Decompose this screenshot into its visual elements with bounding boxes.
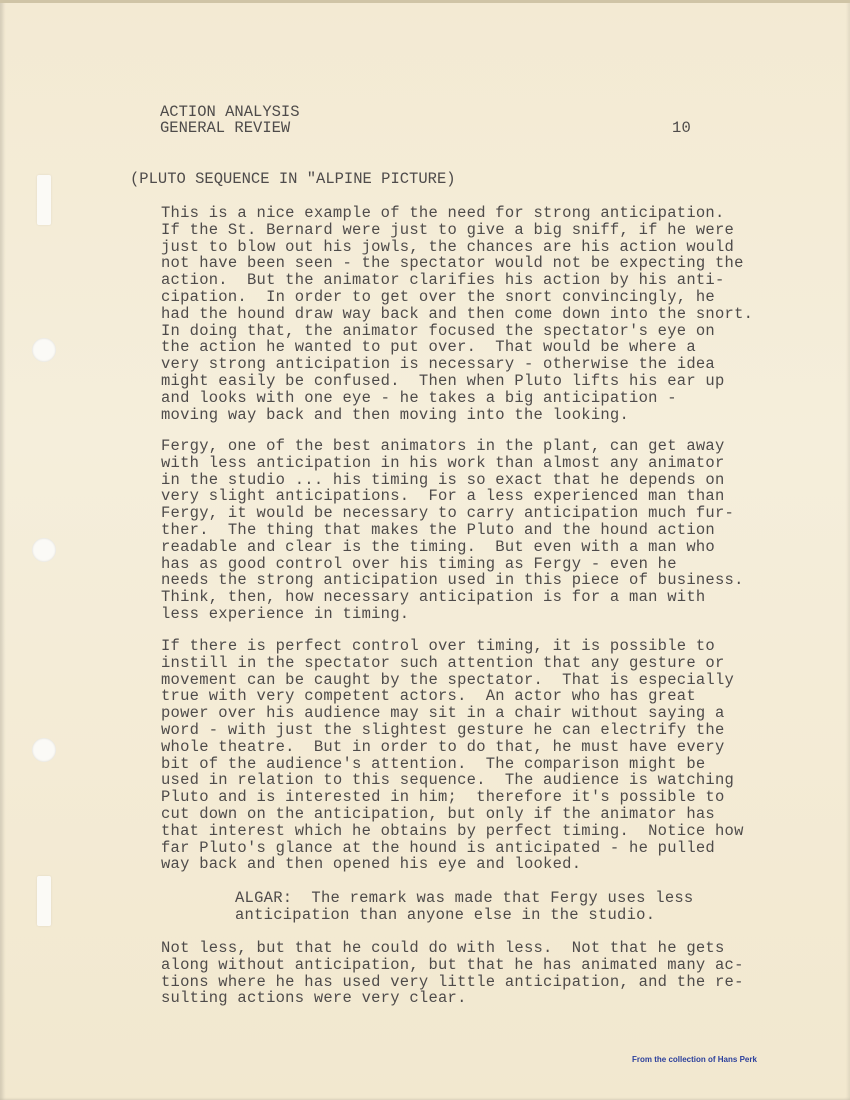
page-number: 10	[672, 119, 692, 137]
text-line: less experience in timing.	[161, 604, 410, 623]
text-line: Fergy, one of the best animators in the plant, can get away	[161, 437, 725, 455]
text-line: just to blow out his jowls, the chances are his action would	[161, 237, 735, 256]
text-line: word - with just the slightest gesture he can electrify the	[161, 720, 725, 739]
text-line: needs the strong anticipation used in this piece of business.	[161, 571, 744, 590]
text-line: sulting actions were very clear.	[161, 989, 467, 1008]
paragraph-1	[161, 205, 753, 423]
text-line: with less anticipation in his work than almost any animator	[161, 453, 725, 472]
text-line: way back and then opened his eye and looked.	[161, 855, 582, 874]
text-line: Pluto and is interested in him; therefore it's possible to	[161, 788, 725, 807]
binder-tab-top	[37, 175, 51, 225]
text-line: that interest which he obtains by perfect timing. Notice how	[161, 821, 744, 840]
paragraph-5	[161, 940, 744, 1007]
text-line: This is a nice example of the need for strong anticipation.	[161, 204, 725, 222]
binder-tab-bottom	[37, 876, 51, 926]
text-line: Not less, but that he could do with less. Not that he gets	[161, 939, 725, 957]
text-line: true with very competent actors. An actor who has great	[161, 687, 696, 706]
text-line: tions where he has used very little anticipation, and the re-	[161, 972, 744, 991]
text-line: ALGAR: The remark was made that Fergy uses less	[235, 889, 694, 907]
paragraph-3	[161, 638, 744, 873]
text-line: very slight anticipations. For a less experienced man than	[161, 487, 725, 506]
text-line: Fergy, it would be necessary to carry anticipation much fur-	[161, 504, 735, 523]
section-heading: (PLUTO SEQUENCE IN "ALPINE PICTURE)	[130, 170, 456, 188]
text-line: along without anticipation, but that he has animated many ac-	[161, 955, 744, 974]
text-line: power over his audience may sit in a chair without saying a	[161, 704, 725, 723]
punch-hole-2	[32, 538, 56, 562]
paragraph-2	[161, 438, 744, 623]
text-line: ther. The thing that makes the Pluto and the hound action	[161, 520, 715, 539]
punch-hole-1	[32, 338, 56, 362]
text-line: action. But the animator clarifies his action by his anti-	[161, 271, 725, 290]
text-line: cut down on the anticipation, but only if the animator has	[161, 804, 715, 823]
text-line: Think, then, how necessary anticipation is for a man with	[161, 588, 706, 607]
text-line: the action he wanted to put over. That would be where a	[161, 338, 696, 357]
text-line: used in relation to this sequence. The audience is watching	[161, 771, 735, 790]
page-top-edge	[0, 0, 850, 3]
paragraph-algar-remark	[235, 890, 693, 924]
text-line: had the hound draw way back and then come down into the snort.	[161, 304, 754, 323]
text-line: anticipation than anyone else in the studio.	[235, 905, 656, 924]
text-line: not have been seen - the spectator would not be expecting the	[161, 254, 744, 273]
text-line: readable and clear is the timing. But even with a man who	[161, 537, 715, 556]
text-line: far Pluto's glance at the hound is anticipated - he pulled	[161, 838, 715, 857]
header-title-line2: GENERAL REVIEW	[160, 119, 291, 137]
text-line: movement can be caught by the spectator. That is especially	[161, 670, 735, 689]
text-line: and looks with one eye - he takes a big anticipation -	[161, 388, 677, 407]
text-line: moving way back and then moving into the looking.	[161, 405, 630, 424]
text-line: If there is perfect control over timing, it is possible to	[161, 637, 715, 655]
text-line: whole theatre. But in order to do that, he must have every	[161, 737, 725, 756]
text-line: In doing that, the animator focused the spectator's eye on	[161, 321, 715, 340]
text-line: bit of the audience's attention. The comparison might be	[161, 754, 706, 773]
text-line: cipation. In order to get over the snort convincingly, he	[161, 287, 715, 306]
text-line: might easily be confused. Then when Pluto lifts his ear up	[161, 371, 725, 390]
text-line: in the studio ... his timing is so exact that he depends on	[161, 470, 725, 489]
footer-credit: From the collection of Hans Perk	[632, 1055, 757, 1064]
text-line: very strong anticipation is necessary - otherwise the idea	[161, 355, 715, 374]
punch-hole-3	[32, 738, 56, 762]
text-line: instill in the spectator such attention that any gesture or	[161, 653, 725, 672]
header-title-line1: ACTION ANALYSIS	[160, 103, 300, 121]
text-line: has as good control over his timing as Fergy - even he	[161, 554, 677, 573]
text-line: If the St. Bernard were just to give a big sniff, if he were	[161, 220, 735, 239]
